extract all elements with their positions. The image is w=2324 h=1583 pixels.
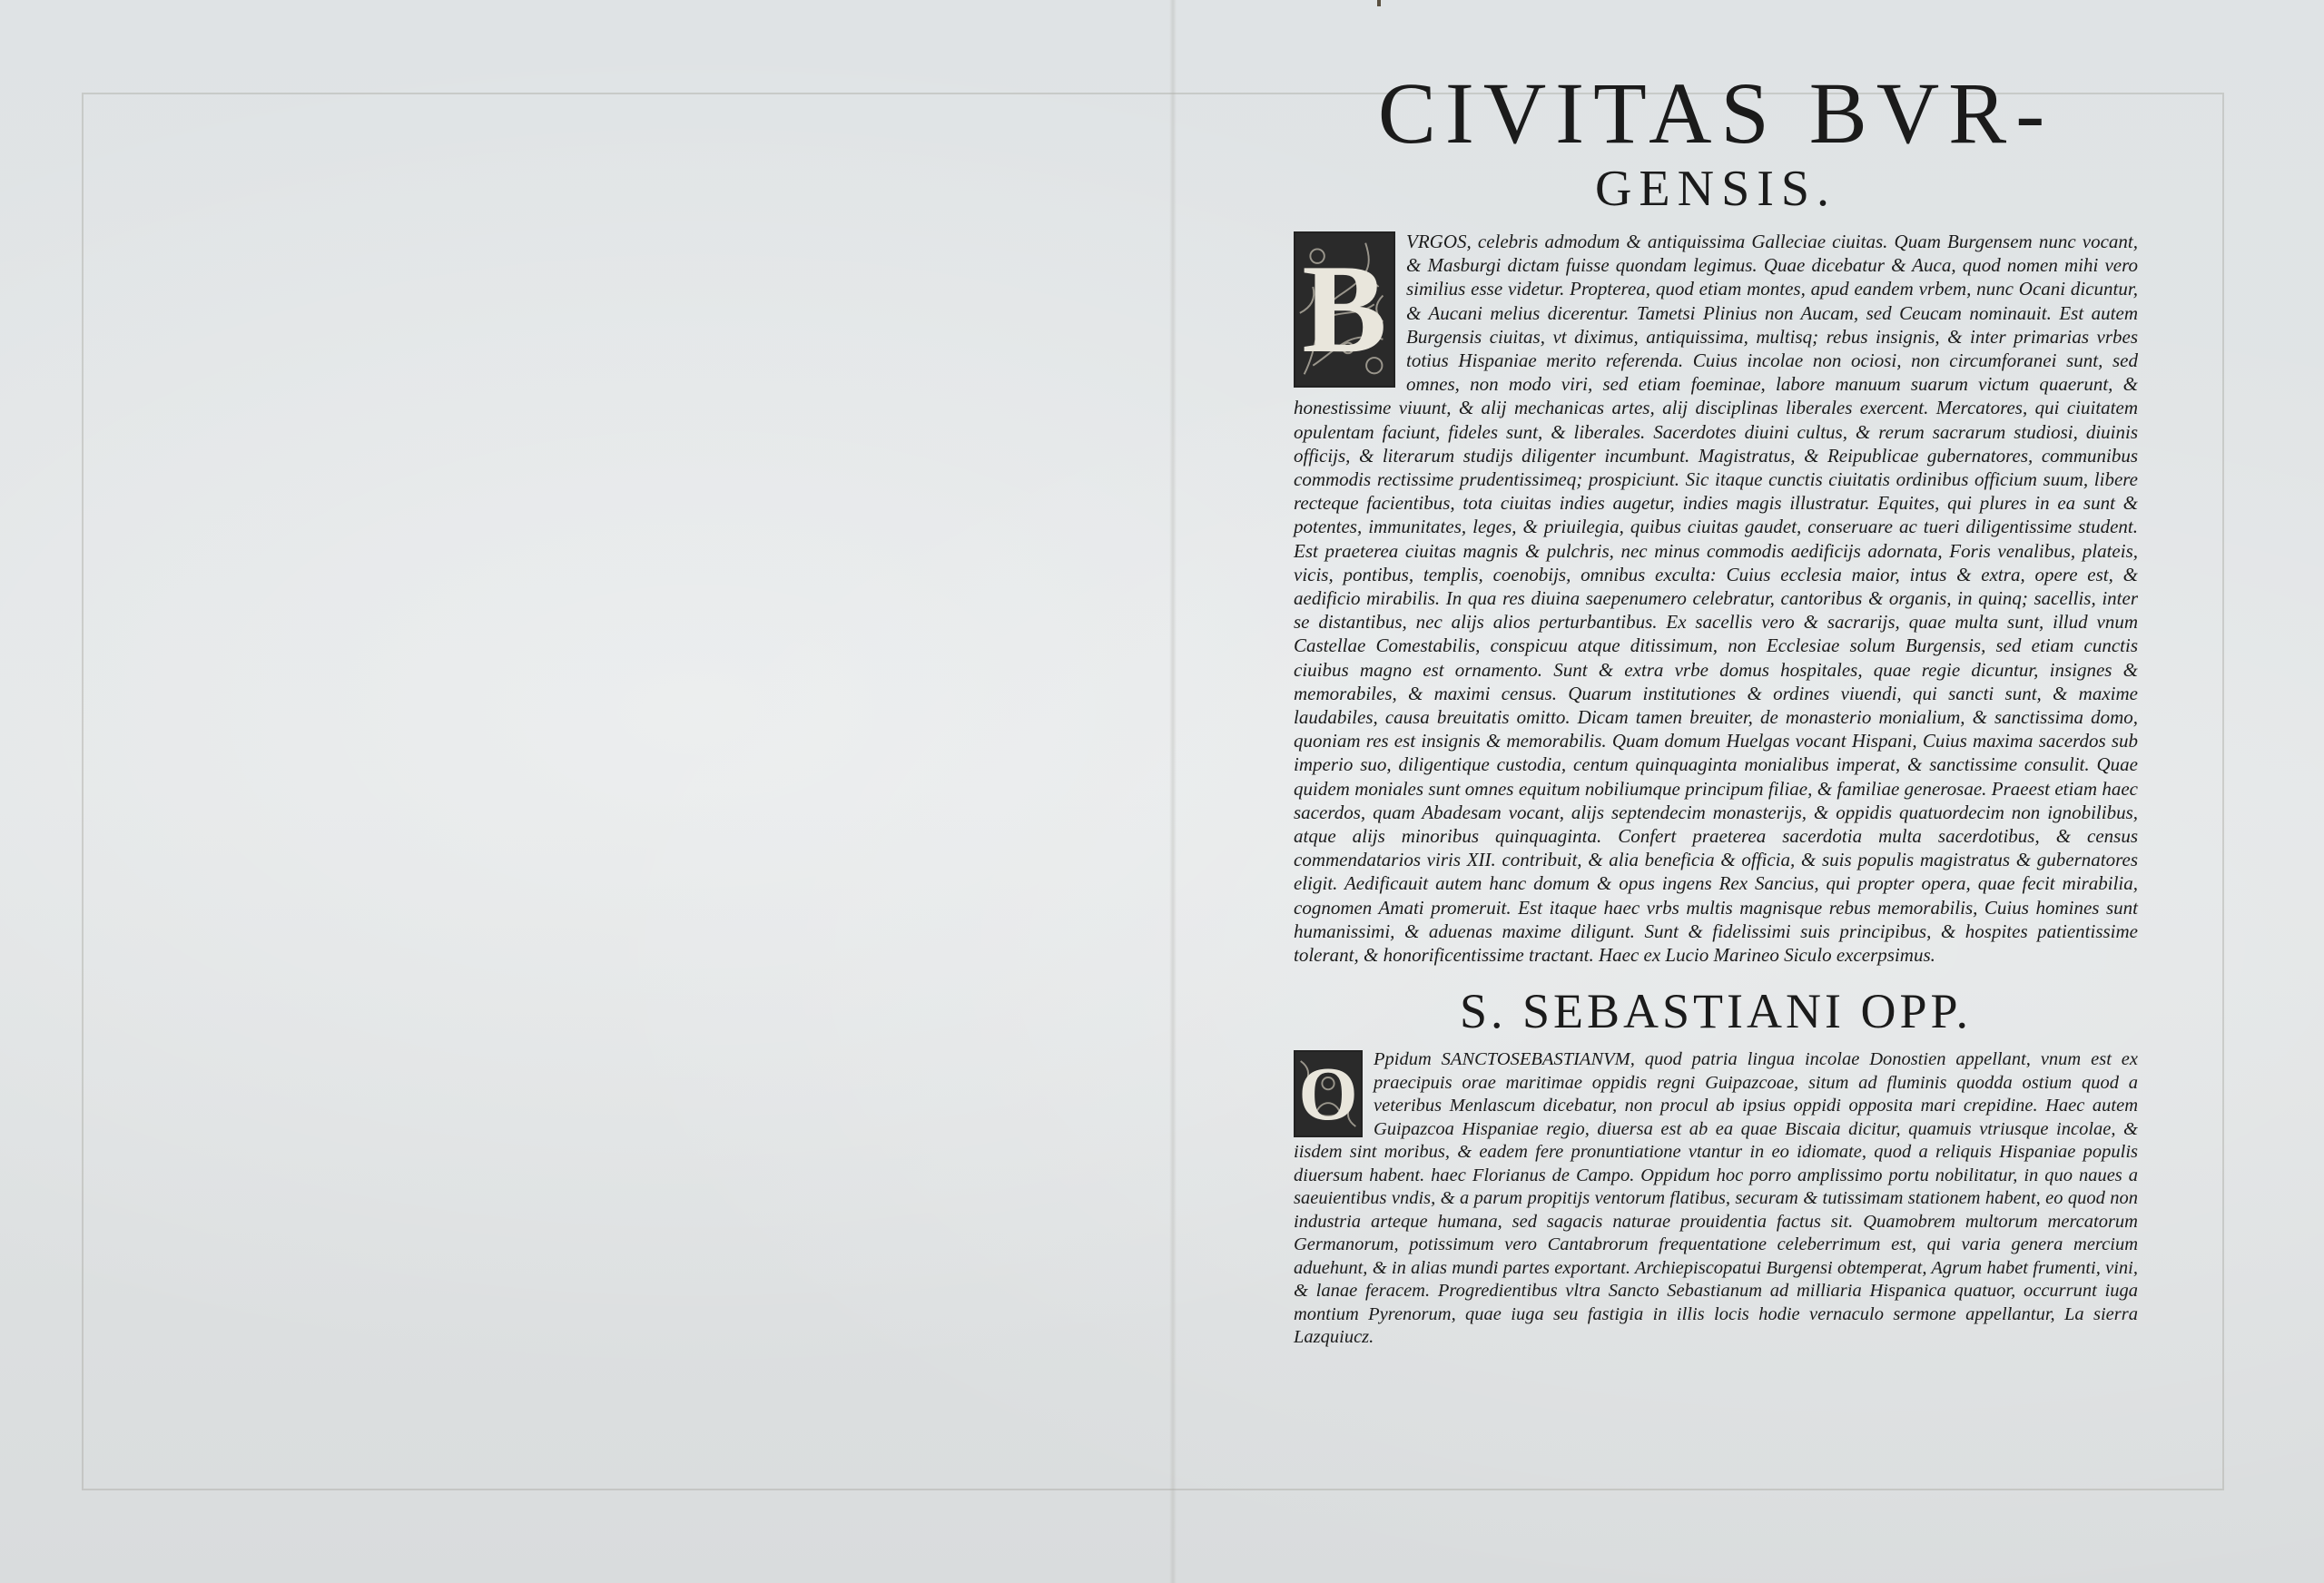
edge-nick <box>1377 0 1381 6</box>
text-block <box>1294 64 2138 1350</box>
section1-paragraph <box>1294 230 2138 967</box>
section1-title: CIVITAS BVR- <box>1377 64 2054 162</box>
section2-paragraph <box>1294 1048 2138 1350</box>
section2-title: S. SEBASTIANI OPP. <box>1459 984 1973 1039</box>
center-fold <box>1169 0 1177 1583</box>
section1-title-continuation: GENSIS. <box>1594 161 1837 217</box>
section2-body: Ppidum SANCTOSEBASTIANVM, quod patria lingua incolae Donostien appellant, vnum est ex praecipuis orae maritimae oppidis regni Guipazcoae, situm ad fluminis quodda ostium quod a veteribus Menlascum dicebatur, non procul ab ipsius oppidi opposita mari crepidine. Haec autem Guipazcoa Hispaniae regio, diuersa est ab ea quae Biscaia dicitur, quamuis vtriusque incolae, & iisdem sint moribus, & eadem fere pronuntiatione vtantur in eo idiomate, quod a reliquis Hispaniae populis diuersum habent. haec Florianus de Campo. Oppidum hoc porro amplissimo portu nobilitatur, in quo naues a saeuientibus vndis, & a parum propitijs ventorum flatibus, securam & tutissimam stationem habent, eo quod non industria arteque humana, sed sagacis naturae prouidentia factus sit. Quamobrem multorum mercatorum Germanorum, potissimum vero Cantabrorum frequentatione celeberrimum est, qui varia genera mercium aduehunt, & in alias mundi partes exportant. Archiepiscopatui Burgensi obtemperat, Agrum habet frumenti, vini, & lanae feracem. Progredientibus vltra Sancto Sebastianum ad milliaria Hispanica quatuor, occurrunt iuga montium Pyrenorum, quae iuga seu fastigia in illis locis hodie vernaculo sermone appellantur, La sierra Lazquiucz. <box>1294 1049 2138 1348</box>
section1-body: VRGOS, celebris admodum & antiquissima Galleciae ciuitas. Quam Burgensem nunc vocant, & Masburgi dictam fuisse quondam legimus. Quae dicebatur & Auca, quod nomen mihi vero similius esse videtur. Propterea, quod etiam montes, apud eandem vrbem, nunc Ocani dicuntur, & Aucani melius dicerentur. Tametsi Plinius non Aucam, sed Ceucam nominauit. Est autem Burgensis ciuitas, vt diximus, antiquissima, multisq; rebus insignis, & inter primarias vrbes totius Hispaniae merito referenda. Cuius incolae non ociosi, non circumforanei sunt, sed omnes, non modo viri, sed etiam foeminae, labore manuum suarum victum quaerunt, & honestissime viuunt, & alij mechanicas artes, alij disciplinas liberales exercent. Mercatores, qui ciuitatem opulentam faciunt, fideles sunt, & liberales. Sacerdotes diuini cultus, & rerum sacrarum studiosi, diuinis officijs, & literarum studijs diligenter incumbunt. Magistratus, & Reipublicae gubernatores, communibus commodis rectissime prudentissimeq; prospiciunt. Sic itaque cunctis ciuitatis ordinibus officium suum, libere recteque facientibus, tota ciuitas indies augetur, indies magis illustratur. Equites, qui plures in ea sunt & potentes, immunitates, leges, & priuilegia, quibus ciuitas gaudet, conseruare ac tueri diligentissime student. Est praeterea ciuitas magnis & pulchris, nec minus commodis aedificijs adornata, Foris venalibus, plateis, vicis, pontibus, templis, coenobijs, omnibus exculta: Cuius ecclesia maior, intus & extra, opere est, & aedificio mirabilis. In qua res diuina saepenumero celebratur, cantoribus & organis, in quinq; sacellis, inter se distantibus, nec alijs alios perturbantibus. Ex sacellis vero & sacrarijs, quae multa sunt, illud vnum Castellae Comestabilis, conspicuu atque ditissimum, non Ecclesiae solum Burgensis, sed etiam cunctis ciuibus magno est ornamento. Sunt & extra vrbe domus hospitales, quae regie dicuntur, insignes & memorabiles, & maximi census. Quarum institutiones & ordines viuendi, qui sancti sunt, & maxime laudabiles, causa breuitatis omitto. Dicam tamen breuiter, de monasterio monialium, & sanctissima domo, quoniam res est insignis & memorabilis. Quam domum Huelgas vocant Hispani, Cuius maxima sacerdos sub imperio suo, diligentique custodia, centum quinquaginta monialibus imperat, & sanctissime consulit. Quae quidem moniales sunt omnes equitum nobiliumque principum filiae, & familiae generosae. Praeest etiam haec sacerdos, quam Abadesam vocant, alijs septendecim monasterijs, & oppidis quatuordecim non ignobilibus, atque alijs minoribus quinquaginta. Confert praeterea sacerdotia multa sacerdotibus, & census commendatarios viris XII. contribuit, & alia beneficia & officia, & suis populis magistratus & gubernatores eligit. Aedificauit autem hanc domum & opus ingens Rex Sancius, qui propter opera, quae fecit mirabilia, cognomen Amati promeruit. Est itaque haec vrbs multis magnisque rebus memorabilis, Cuius homines sunt humanissimi, & aduenas maxime diligunt. Sunt & fidelissimi suis principibus, & hospites patientissime tolerant, & honorificentissime tractant. Haec ex Lucio Marineo Siculo excerpsimus. <box>1294 231 2138 967</box>
initial-letter-b: B <box>1302 238 1387 379</box>
decorated-initial-o <box>1294 1050 1363 1137</box>
initial-letter-o: O <box>1298 1051 1358 1136</box>
decorated-initial-b <box>1294 231 1395 388</box>
